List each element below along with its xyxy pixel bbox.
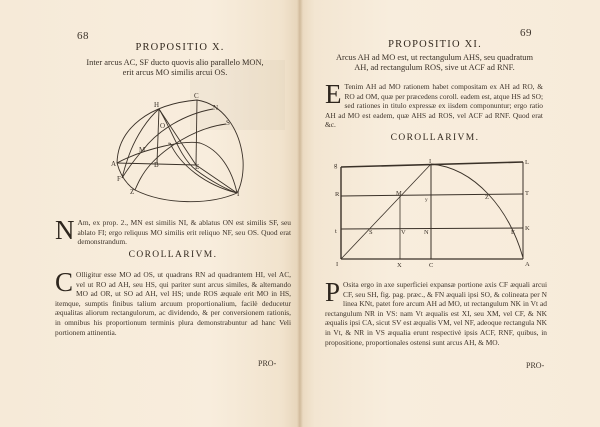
left-heading: PROPOSITIO X. xyxy=(135,42,225,53)
label-g: g xyxy=(334,162,338,169)
label-M: M xyxy=(139,146,146,154)
right-page xyxy=(300,0,600,427)
label-I-top: I xyxy=(429,158,432,165)
catchword-right: PRO- xyxy=(526,361,545,370)
label-Z: Z xyxy=(130,188,135,196)
dropcap-C: C xyxy=(55,267,74,297)
enunciation-line: Arcus AH ad MO est, ut rectangulum AHS, seu quadratum xyxy=(335,53,533,62)
left-corollary-heading: COROLLARIVM. xyxy=(128,250,218,260)
label-y: y xyxy=(425,197,428,203)
label-F: F xyxy=(117,175,121,183)
label-X: X xyxy=(397,262,402,269)
label-H: H xyxy=(154,101,160,109)
book-gutter xyxy=(297,0,303,427)
enunciation-line: AH, ad rectangulum ROS, sive ut ACF ad RNF. xyxy=(354,63,515,72)
enunciation-line: erit arcus MO similis arcui OS. xyxy=(122,68,228,77)
catchword-left: PRO- xyxy=(258,359,277,368)
label-C: C xyxy=(194,92,199,100)
label-S: S xyxy=(226,119,230,127)
spherical-diagram xyxy=(100,92,260,210)
label-V: V xyxy=(401,229,406,236)
demonstration-text: Tenim AH ad MO rationem habet compositam ex AH ad RO, & RO ad OM, quæ per præcedens coroll. eadem est, atque HS ad SO; sed rationes in titulo expressæ ex iisdem componuntur; ergo ratio AH ad MO est eadem, quæ AHS ad ROS, vel ACF ad RNF. Quod erat &c. xyxy=(325,82,543,130)
folio-right: 69 xyxy=(520,27,532,39)
folio-left: 68 xyxy=(77,30,89,42)
label-O: O xyxy=(160,122,166,130)
right-heading: PROPOSITIO XI. xyxy=(388,39,482,50)
rectangle-diagram xyxy=(330,152,570,270)
enunciation-line: Inter arcus AC, SF ducto quovis alio parallelo MON, xyxy=(86,58,264,67)
label-R: R xyxy=(335,191,340,198)
dropcap-E: E xyxy=(325,79,342,109)
label-E: E xyxy=(195,163,200,171)
label-E: E xyxy=(511,229,515,236)
label-I-bottom: I xyxy=(336,261,339,268)
label-T: T xyxy=(525,190,529,197)
right-corollary xyxy=(325,277,547,347)
label-S: S xyxy=(369,229,373,236)
label-t: t xyxy=(335,228,337,235)
label-L: L xyxy=(525,159,529,166)
corollary-text: Osita ergo in axe superficiei expansæ portione axis CF æquali arcui CF, seu SH, fig. pag. præc., & FN æquali ipsi SO, & colineata per N linea KNt, patet fore arcum AH ad MO, ut rectangulum NK in Vt ad rectangulum NR in VS: nam Vt æqualis est XI, seu XM, vel CF, & NK æqualis ipsi CA, sicut SV est æqualis VM, vel NF, adeoque rectangula NK in Vt, & NR in VS æqualia erunt respectivè ipsis ACF, RNF, quibus, in propositione, proportionales ostensi sunt arcus AH, & MO. xyxy=(325,280,547,347)
label-I: I xyxy=(237,190,240,198)
label-M: M xyxy=(396,190,402,197)
label-N: N xyxy=(213,104,219,112)
demonstration-text: Am, ex prop. 2., MN est similis NI, & ablatus ON est similis SF, seu ablato FI; ergo reliquus MO similis erit reliquo NF, seu OS. Quod erat demonstrandum. xyxy=(77,218,291,247)
right-enunciation xyxy=(322,53,547,73)
left-corollary xyxy=(55,267,291,337)
left-demonstration xyxy=(55,215,291,247)
label-A: A xyxy=(525,261,530,268)
label-K: K xyxy=(525,225,530,232)
dropcap-N: N xyxy=(55,215,75,245)
left-enunciation xyxy=(60,58,290,78)
dropcap-P: P xyxy=(325,277,341,307)
label-C: C xyxy=(429,262,434,269)
label-s: s xyxy=(168,141,171,147)
label-B: B xyxy=(154,161,159,169)
label-A: A xyxy=(111,160,117,168)
right-demonstration xyxy=(325,79,543,130)
corollary-text: Olligitur esse MO ad OS, ut quadrans RN ad quadrantem HI, vel AC, vel ut RO ad AH, seu HS, qui pariter sunt arcus similes, & alternando MO ad OR, ut SO ad AH, vel HS; unde ROS æquale erit MO in HS, itemque, sumptis finibus talium arcuum proportionalium, facilè deducetur æqualitas aliorum rectangulorum, ac dividendo, & per conversionem rationis, in omnibus his proportionum terminis plura demonstrabuntur ad hanc Veli portionem attinentia. xyxy=(55,270,291,337)
label-N: N xyxy=(424,229,429,236)
right-corollary-heading: COROLLARIVM. xyxy=(390,133,480,143)
label-Z: Z xyxy=(485,194,489,201)
